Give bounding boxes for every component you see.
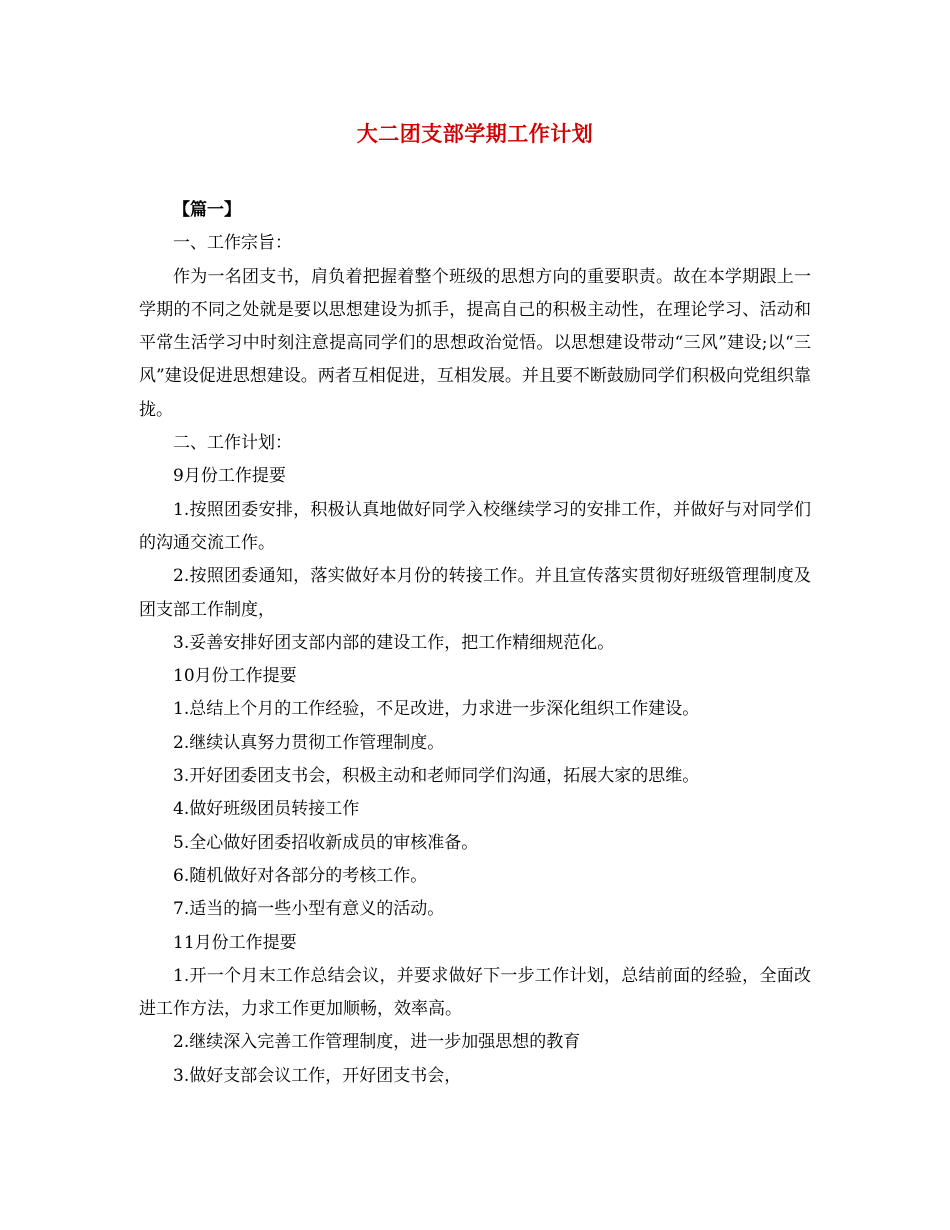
document-body xyxy=(139,194,811,1093)
subsection-heading: 一、工作宗旨： xyxy=(173,233,292,254)
section-heading: 【篇一】 xyxy=(173,200,241,220)
list-item: 3.妥善安排好团支部内部的建设工作，把工作精细规范化。 xyxy=(173,632,615,653)
list-item: 1.按照团委安排，积极认真地做好同学入校继续学习的安排工作，并做好与对同学们的沟通交流工作。 xyxy=(139,499,811,553)
list-item: 7.适当的搞一些小型有意义的活动。 xyxy=(173,899,445,920)
paragraph: 作为一名团支书，肩负着把握着整个班级的思想方向的重要职责。故在本学期跟上一学期的不同之处就是要以思想建设为抓手，提高自己的积极主动性，在理论学习、活动和平常生活学习中时刻注意提高同学们的思想政治觉悟。以思想建设带动“三风”建设;以“三风”建设促进思想建设。两者互相促进，互相发展。并且要不断鼓励同学们积极向党组织靠拢。 xyxy=(139,266,811,420)
list-item: 3.做好支部会议工作，开好团支书会， xyxy=(173,1065,462,1086)
month-heading: 9月份工作提要 xyxy=(173,466,286,487)
list-item: 1.总结上个月的工作经验，不足改进，力求进一步深化组织工作建设。 xyxy=(173,699,700,720)
list-item: 2.按照团委通知，落实做好本月份的转接工作。并且宣传落实贯彻好班级管理制度及团支部工作制度， xyxy=(139,566,811,620)
list-item: 5.全心做好团委招收新成员的审核准备。 xyxy=(173,832,479,853)
document-title: 大二团支部学期工作计划 xyxy=(356,121,594,146)
subsection-heading: 二、工作计划： xyxy=(173,433,292,454)
list-item: 2.继续深入完善工作管理制度，进一步加强思想的教育 xyxy=(173,1032,581,1053)
list-item: 2.继续认真努力贯彻工作管理制度。 xyxy=(173,732,445,753)
list-item: 4.做好班级团员转接工作 xyxy=(173,799,360,820)
month-heading: 10月份工作提要 xyxy=(173,666,297,687)
list-item: 3.开好团委团支书会，积极主动和老师同学们沟通，拓展大家的思维。 xyxy=(173,766,700,787)
list-item: 6.随机做好对各部分的考核工作。 xyxy=(173,865,428,886)
month-heading: 11月份工作提要 xyxy=(173,932,297,953)
list-item: 1.开一个月末工作总结会议，并要求做好下一步工作计划，总结前面的经验，全面改进工作方法，力求工作更加顺畅，效率高。 xyxy=(139,965,811,1020)
